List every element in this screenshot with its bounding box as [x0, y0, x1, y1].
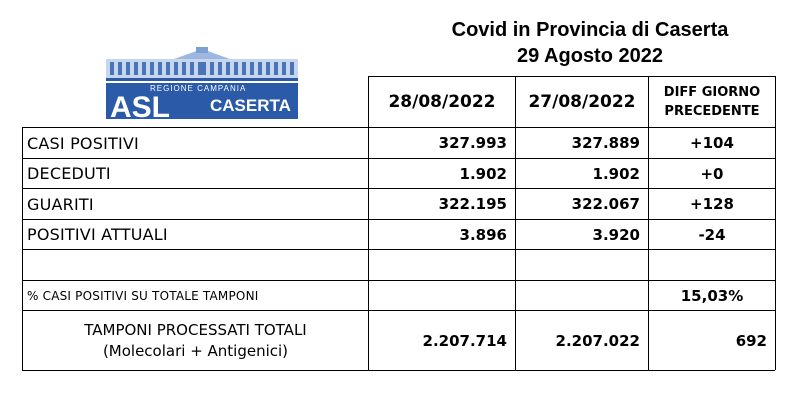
tamponi-row-label — [23, 311, 368, 370]
row-diff: +128 — [690, 195, 734, 213]
header-date-2: 27/08/2022 — [528, 92, 636, 112]
covid-table — [22, 76, 775, 370]
report-date: 29 Agosto 2022 — [517, 45, 663, 67]
tamponi-diff: 692 — [735, 331, 767, 350]
row-value-date1: 1.902 — [459, 164, 507, 183]
row-label: DECEDUTI — [27, 164, 111, 183]
header-diff-line2: PRECEDENTE — [664, 104, 760, 119]
report-title: Covid in Provincia di Caserta — [451, 19, 729, 41]
row-value-date2: 322.067 — [571, 195, 640, 213]
header-diff-line1: DIFF GIORNO — [663, 85, 761, 100]
row-value-date1: 327.993 — [438, 134, 507, 152]
row-value-date1: 3.896 — [459, 225, 507, 244]
row-diff: -24 — [698, 225, 726, 244]
row-value-date2: 3.920 — [592, 225, 640, 244]
header-date-1: 28/08/2022 — [388, 92, 496, 112]
logo-region-text: REGIONE CAMPANIA — [150, 84, 247, 93]
percent-row-value: 15,03% — [680, 286, 744, 305]
row-value-date1: 322.195 — [438, 195, 507, 213]
logo-caserta-text: CASERTA — [210, 96, 291, 115]
tamponi-label-line1: TAMPONI PROCESSATI TOTALI — [84, 320, 307, 339]
header-diff — [649, 77, 775, 127]
row-label: POSITIVI ATTUALI — [27, 225, 168, 244]
percent-row-label: % CASI POSITIVI SU TOTALE TAMPONI — [27, 288, 259, 303]
tamponi-value-date2: 2.207.022 — [555, 331, 640, 350]
row-label: CASI POSITIVI — [27, 133, 139, 153]
row-label: GUARITI — [27, 194, 94, 214]
row-value-date2: 327.889 — [571, 134, 640, 152]
row-value-date2: 1.902 — [592, 164, 640, 183]
row-diff: +104 — [690, 134, 734, 152]
tamponi-label-line2: (Molecolari + Antigenici) — [102, 341, 289, 360]
logo-asl-text: ASL — [110, 91, 170, 121]
tamponi-value-date1: 2.207.714 — [422, 331, 507, 350]
row-diff: +0 — [700, 164, 724, 183]
